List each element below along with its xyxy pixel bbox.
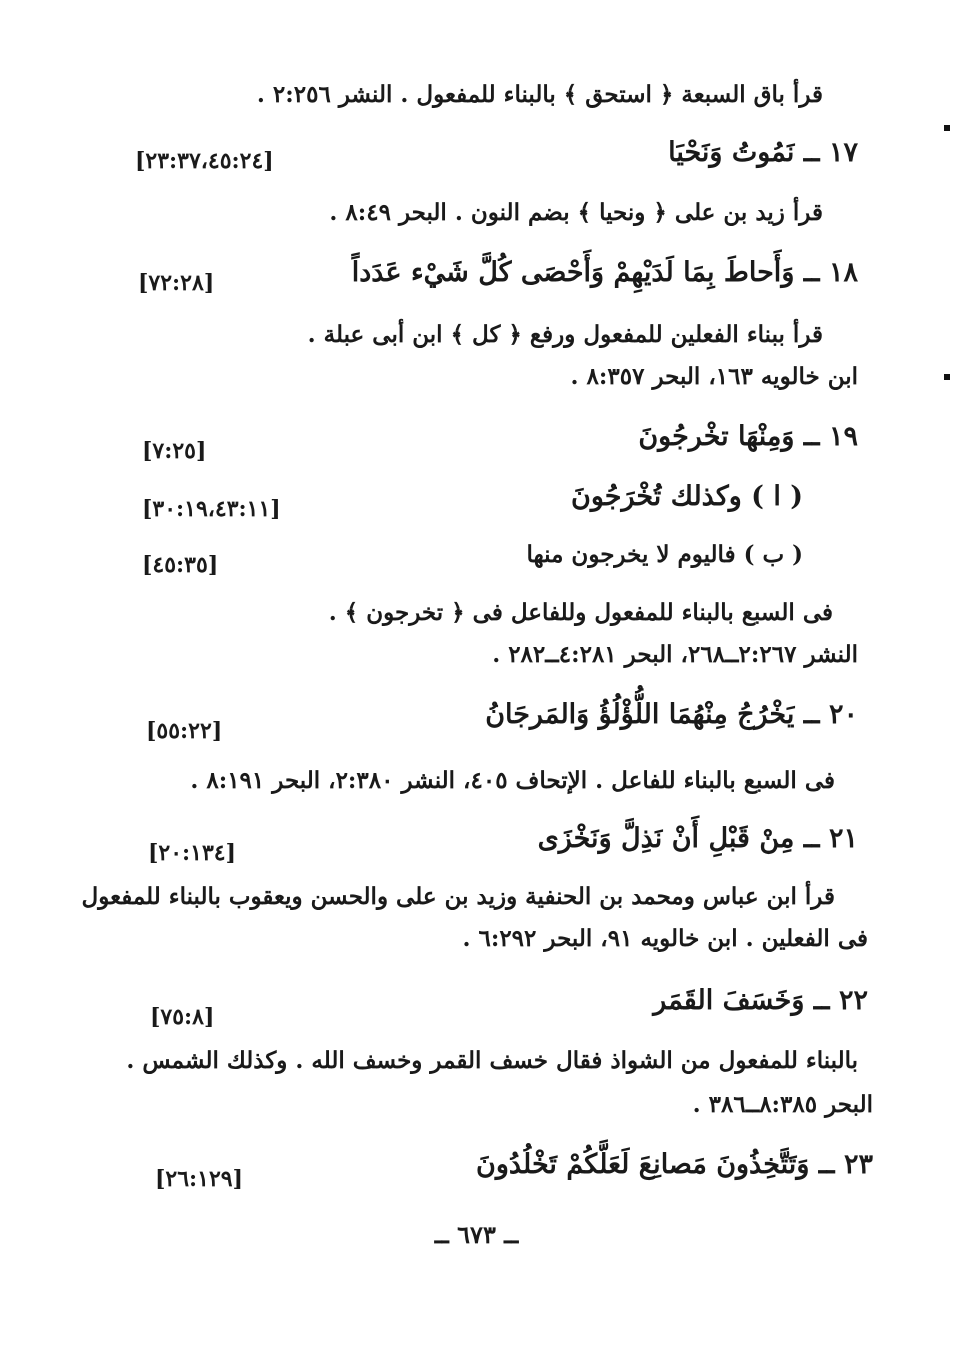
text-line: بالبناء للمفعول من الشواذ فقال خسف القمر وخسف الله . وكذلك الشمس . [126,1047,858,1074]
text-line: فى السبع بالبناء للمفعول وللفاعل فى ﴿ تخرجون ﴾ . [328,599,833,626]
text-line: قرأ باق السبعة ﴿ استحق ﴾ بالبناء للمفعول . النشر ٢:٢٥٦ . [256,81,823,108]
verse-ref-19-b: [٤٥:٣٥] [142,552,219,578]
margin-mark-top [944,125,950,131]
verse-21: ٢١ ــ مِنْ قَبْلِ أَنْ نَذِلَّ وَنَخْزَى [537,823,858,854]
verse-22: ٢٢ ــ وَخَسَفَ القَمَر [653,985,868,1016]
verse-ref-22: [٧٥:٨] [150,1004,215,1030]
verse-20: ٢٠ ــ يَخْرُجُ مِنْهُمَا اللُّؤْلُؤُ وَالمَرجَانُ [485,699,858,730]
text-line: ابن خالويه ١٦٣، البحر ٨:٣٥٧ . [570,363,858,390]
verse-ref-23: [٢٦:١٢٩] [155,1166,244,1192]
verse-18: ١٨ ــ وَأَحاطَ بِمَا لَدَيْهِمْ وَأَحْصَى كُلَّ شَيْء عَدَداً [351,257,858,288]
text-line: قرأ ابن عباس ومحمد بن الحنفية وزيد بن على والحسن ويعقوب بالبناء للمفعول [81,883,835,910]
verse-23: ٢٣ ــ وَتَتَّخِذُونَ مَصانِعَ لَعَلَّكُمْ تَخْلُدُونَ [476,1149,873,1180]
margin-mark-middle [944,374,950,380]
text-line: فى الفعلين . ابن خالويه ٩١، البحر ٦:٢٩٢ . [462,925,868,952]
verse-19-b: ( ب ) فاليوم لا يخرجون منها [526,541,803,568]
verse-ref-19-a: [٣٠:١٩،٤٣:١١] [142,496,281,522]
verse-19: ١٩ ــ وَمِنْهَا تخْرجُونَ [638,421,858,452]
verse-ref-21: [٢٠:١٣٤] [148,840,237,866]
text-line: فى السبع بالبناء للفاعل . الإتحاف ٤٠٥، النشر ٢:٣٨٠، البحر ٨:١٩١ . [190,767,835,794]
verse-17: ١٧ ــ نَمُوتُ وَنَحْيَا [668,137,858,168]
verse-ref-17: [٢٣:٣٧،٤٥:٢٤] [135,148,274,174]
verse-ref-20: [٥٥:٢٢] [146,718,223,744]
text-line: قرأ زيد بن على ﴿ ونحيا ﴾ بضم النون . البحر ٨:٤٩ . [329,199,823,226]
text-line: البحر ٨:٣٨٥ــ٣٨٦ . [692,1091,873,1118]
verse-19-a: ( ا ) وكذلك تُخْرَجُونَ [570,481,803,512]
text-line: قرأ ببناء الفعلين للمفعول ورفع ﴿ كل ﴾ ابن أبى عبلة . [307,321,823,348]
page-number: ــ ٦٧٣ ــ [434,1220,519,1249]
text-line: النشر ٢:٢٦٧ــ٢٦٨، البحر ٤:٢٨١ــ٢٨٢ . [492,641,858,668]
verse-ref-19: [٧:٢٥] [142,438,207,464]
verse-ref-18: [٧٢:٢٨] [138,270,215,296]
